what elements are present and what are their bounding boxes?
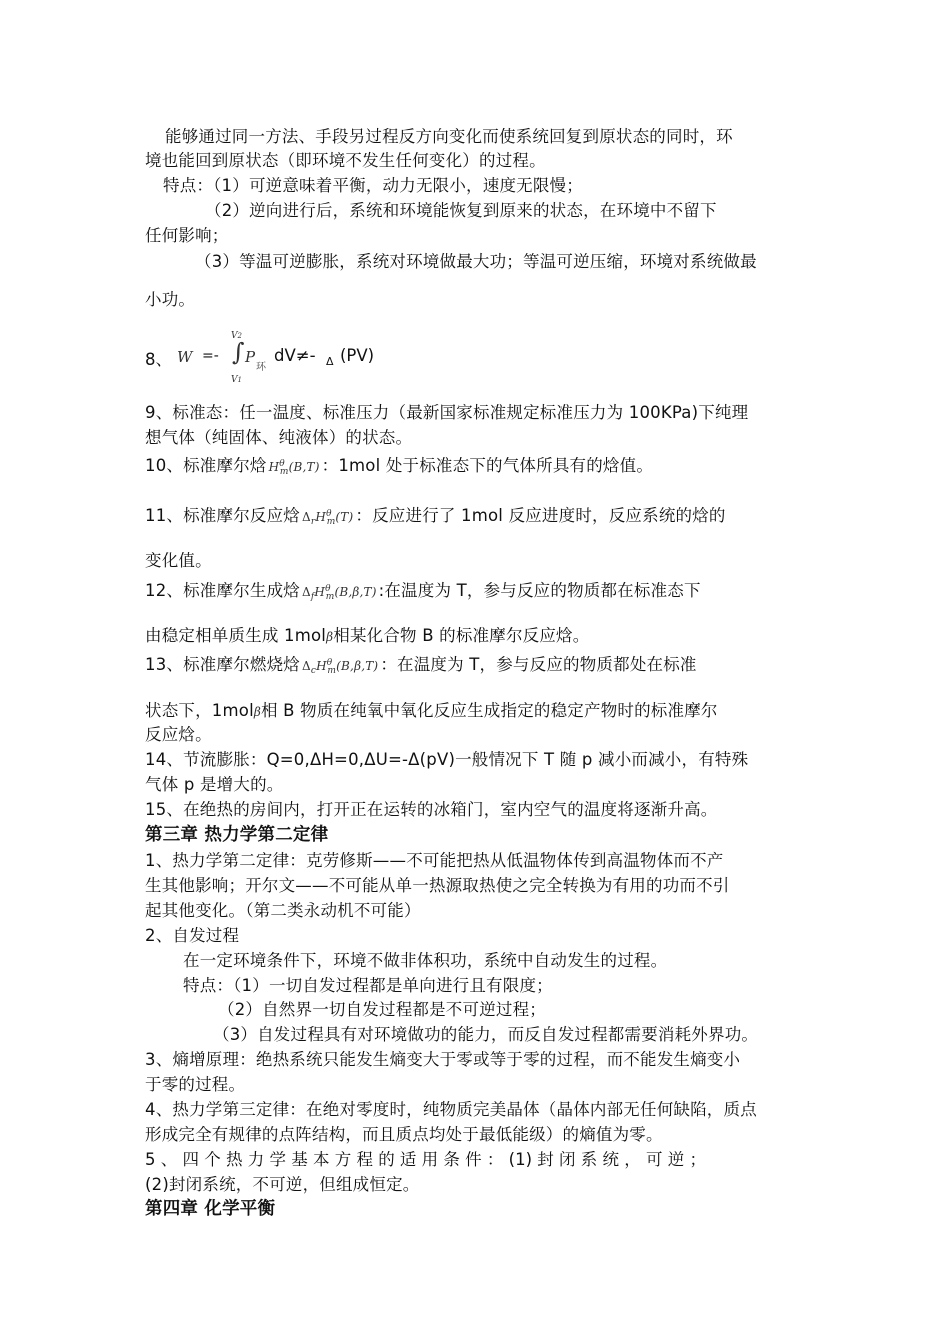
work-symbol: W — [177, 348, 193, 366]
paragraph-line: 能够通过同一方法、手段另过程反方向变化而使系统回复到原状态的同时，环 — [165, 127, 733, 146]
pv-term: (PV) — [340, 346, 375, 365]
paragraph-line: （2）逆向进行后，系统和环境能恢复到原来的状态，在环境中不留下 — [205, 201, 717, 220]
item-number: 8、 — [145, 350, 172, 369]
pressure-symbol: P — [245, 348, 256, 366]
paragraph-line: 境也能回到原状态（即环境不发生任何变化）的过程。 — [145, 151, 546, 170]
item-14: 14、节流膨胀：Q=0,ΔH=0,ΔU=-Δ(pV)一般情况下 T 随 p 减小而减小，有特殊 — [145, 750, 749, 769]
lower-limit: V1 — [231, 375, 242, 385]
delta-symbol: Δ — [326, 355, 334, 368]
item-8-formula — [145, 330, 545, 390]
ch3-line: 2、自发过程 — [145, 926, 240, 945]
pressure-subscript: 环 — [256, 362, 266, 373]
paragraph-line: 小功。 — [145, 290, 196, 309]
upper-limit: V2 — [231, 331, 242, 341]
ch3-line: （3）自发过程具有对环境做功的能力，而反自发过程都需要消耗外界功。 — [213, 1025, 759, 1044]
ch3-line: 生其他影响；开尔文——不可能从单一热源取热使之完全转换为有用的功而不引 — [145, 876, 730, 895]
equals-minus: =- — [202, 348, 219, 364]
item-14-cont: 气体 p 是增大的。 — [145, 775, 284, 794]
ch3-line: 4、热力学第三定律：在绝对零度时，纯物质完美晶体（晶体内部无任何缺陷，质点 — [145, 1100, 757, 1119]
item-11-cont: 变化值。 — [145, 551, 212, 570]
ch3-line: (2)封闭系统，不可逆，但组成恒定。 — [145, 1175, 420, 1194]
ch3-line: 特点：（1）一切自发过程都是单向进行且有限度； — [183, 976, 553, 995]
item-13-cont: 状态下，1molβ相 B 物质在纯氧中氧化反应生成指定的稳定产物时的标准摩尔 — [145, 701, 718, 720]
item-15: 15、在绝热的房间内，打开正在运转的冰箱门，室内空气的温度将逐渐升高。 — [145, 800, 718, 819]
item-10: 10、标准摩尔焓 $H^\theta_m(B,T)$ ：1mol 处于标准态下的气体所具有的焓值。 — [145, 456, 654, 477]
formula-tail: dV≠- — [274, 346, 316, 365]
paragraph-line: 任何影响； — [145, 226, 229, 245]
ch3-line: 在一定环境条件下，环境不做非体积功，系统中自动发生的过程。 — [183, 951, 668, 970]
paragraph-line: 特点：（1）可逆意味着平衡，动力无限小，速度无限慢； — [163, 176, 583, 195]
integral-sign: ∫ — [232, 338, 245, 366]
item-12-cont: 由稳定相单质生成 1molβ相某化合物 B 的标准摩尔反应焓。 — [145, 626, 590, 645]
ch3-line: 5 、 四 个 热 力 学 基 本 方 程 的 适 用 条 件 ： (1) 封 闭 系 统 ， 可 逆 ； — [145, 1150, 706, 1169]
item-13: 13、标准摩尔燃烧焓 $\Delta_cH^\theta_m(B,\beta,T)$ ：在温度为 T，参与反应的物质都处在标准 — [145, 655, 697, 676]
ch3-line: 1、热力学第二定律：克劳修斯——不可能把热从低温物体传到高温物体而不产 — [145, 851, 724, 870]
ch3-line: 形成完全有规律的点阵结构，而且质点均处于最低能级）的熵值为零。 — [145, 1125, 663, 1144]
paragraph-line: （3）等温可逆膨胀，系统对环境做最大功；等温可逆压缩，环境对系统做最 — [195, 252, 757, 271]
item-12: 12、标准摩尔生成焓 $\Delta_fH^\theta_m(B,\beta,T)$ :在温度为 T，参与反应的物质都在标准态下 — [145, 581, 701, 602]
ch3-line: 起其他变化。（第二类永动机不可能） — [145, 901, 421, 920]
chapter-4-heading: 第四章 化学平衡 — [145, 1199, 276, 1219]
item-13-cont2: 反应焓。 — [145, 725, 212, 744]
chapter-3-heading: 第三章 热力学第二定律 — [145, 825, 329, 845]
item-9-cont: 想气体（纯固体、纯液体）的状态。 — [145, 428, 413, 447]
ch3-line: （2）自然界一切自发过程都是不可逆过程； — [218, 1000, 546, 1019]
ch3-line: 于零的过程。 — [145, 1075, 246, 1094]
item-11: 11、标准摩尔反应焓 $\Delta_rH^\theta_m(T)$ ：反应进行了 1mol 反应进度时，反应系统的焓的 — [145, 506, 726, 527]
item-9: 9、标准态：任一温度、标准压力（最新国家标准规定标准压力为 100KPa)下纯理 — [145, 403, 749, 422]
ch3-line: 3、熵增原理：绝热系统只能发生熵变大于零或等于零的过程，而不能发生熵变小 — [145, 1050, 741, 1069]
